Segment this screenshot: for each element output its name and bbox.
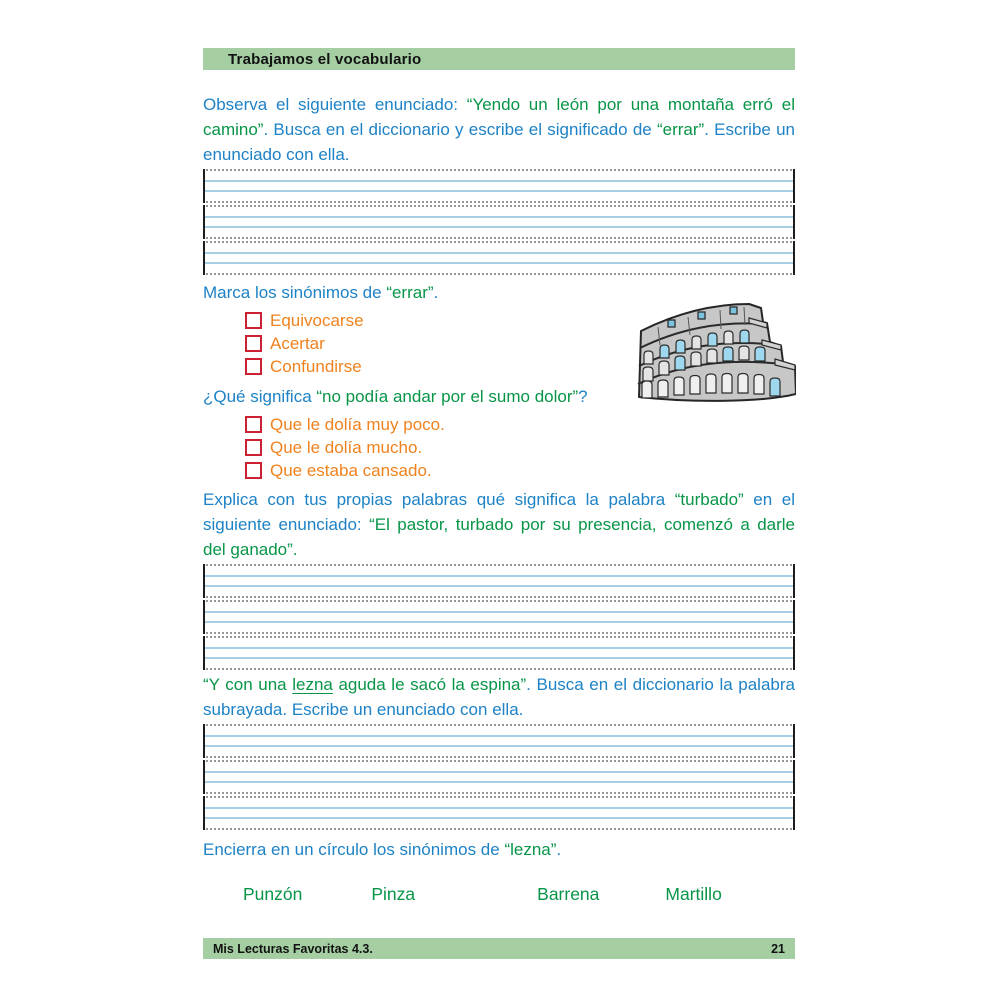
answer-lines-turbado <box>203 564 795 670</box>
option-dolia-mucho[interactable] <box>245 436 795 459</box>
prompt-text: Marca los sinónimos de <box>203 283 387 302</box>
option-label: Que le dolía muy poco. <box>270 415 445 434</box>
prompt-text: . <box>433 283 439 302</box>
writing-line[interactable] <box>203 760 795 794</box>
synonym-word-pinza[interactable]: Pinza <box>371 884 416 904</box>
writing-line[interactable] <box>203 564 795 598</box>
option-label: Que le dolía mucho. <box>270 438 423 457</box>
prompt-text: . Busca en el diccionario y escribe el significado de <box>263 120 657 139</box>
answer-lines-lezna <box>203 724 795 830</box>
option-dolia-poco[interactable] <box>245 413 795 436</box>
answer-lines-errar <box>203 169 795 275</box>
colosseum-illustration <box>634 299 796 405</box>
writing-line[interactable] <box>203 169 795 203</box>
prompt-text: ? <box>578 387 588 406</box>
writing-line[interactable] <box>203 796 795 830</box>
synonym-word-martillo[interactable]: Martillo <box>665 884 722 904</box>
quoted-sentence: “no podía andar por el sumo dolor” <box>316 387 579 406</box>
checkbox-icon[interactable] <box>245 416 262 433</box>
footer-band <box>203 938 795 959</box>
prompt-text: Observa el siguiente enunciado: <box>203 95 467 114</box>
prompt-text: en el siguiente enunciado: <box>203 490 796 534</box>
writing-line[interactable] <box>203 600 795 634</box>
checkbox-icon[interactable] <box>245 358 262 375</box>
exercise-turbado-prompt <box>203 487 795 562</box>
quoted-word: “turbado” <box>674 490 744 509</box>
synonym-word-choices <box>203 884 795 905</box>
exercise-lezna-prompt <box>203 672 795 722</box>
quoted-sentence: aguda le sacó la espina” <box>332 675 527 694</box>
checkbox-icon[interactable] <box>245 462 262 479</box>
option-label: Que estaba cansado. <box>270 461 432 480</box>
writing-line[interactable] <box>203 636 795 670</box>
checkbox-icon[interactable] <box>245 439 262 456</box>
synonym-word-barrena[interactable]: Barrena <box>537 884 600 904</box>
option-label: Acertar <box>270 334 325 353</box>
section-header-band <box>203 48 795 70</box>
writing-line[interactable] <box>203 241 795 275</box>
checkbox-icon[interactable] <box>245 335 262 352</box>
quoted-word: “lezna” <box>504 840 557 859</box>
prompt-text: ¿Qué significa <box>203 387 317 406</box>
quoted-sentence: “El pastor, turbado por su presencia, comenzó a darle del ganado”. <box>203 515 795 559</box>
exercise-circulo-prompt <box>203 837 795 862</box>
synonym-word-punzon[interactable]: Punzón <box>243 884 303 904</box>
quoted-sentence: “Yendo un león por una montaña erró el camino” <box>203 95 795 139</box>
footer-page-number: 21 <box>771 941 785 956</box>
quoted-sentence: “Y con una <box>203 675 293 694</box>
exercise-errar-prompt <box>203 92 795 167</box>
footer-book-title: Mis Lecturas Favoritas 4.3. <box>213 941 373 956</box>
underlined-word: lezna <box>292 675 333 694</box>
section-title: Trabajamos el vocabulario <box>228 50 422 68</box>
quoted-word: “errar” <box>656 120 705 139</box>
writing-line[interactable] <box>203 205 795 239</box>
prompt-text: Encierra en un círculo los sinónimos de <box>203 840 505 859</box>
option-label: Equivocarse <box>270 311 364 330</box>
options-sumo-dolor <box>245 413 795 482</box>
prompt-text: . <box>556 840 562 859</box>
prompt-text: . Busca en el diccionario la palabra subrayada. Escribe un enunciado con ella. <box>203 675 795 719</box>
writing-line[interactable] <box>203 724 795 758</box>
option-label: Confundirse <box>270 357 362 376</box>
checkbox-icon[interactable] <box>245 312 262 329</box>
prompt-text: Explica con tus propias palabras qué significa la palabra <box>203 490 675 509</box>
prompt-text: . Escribe un enunciado con ella. <box>203 120 795 164</box>
option-estaba-cansado[interactable] <box>245 459 795 482</box>
quoted-word: “errar” <box>386 283 434 302</box>
